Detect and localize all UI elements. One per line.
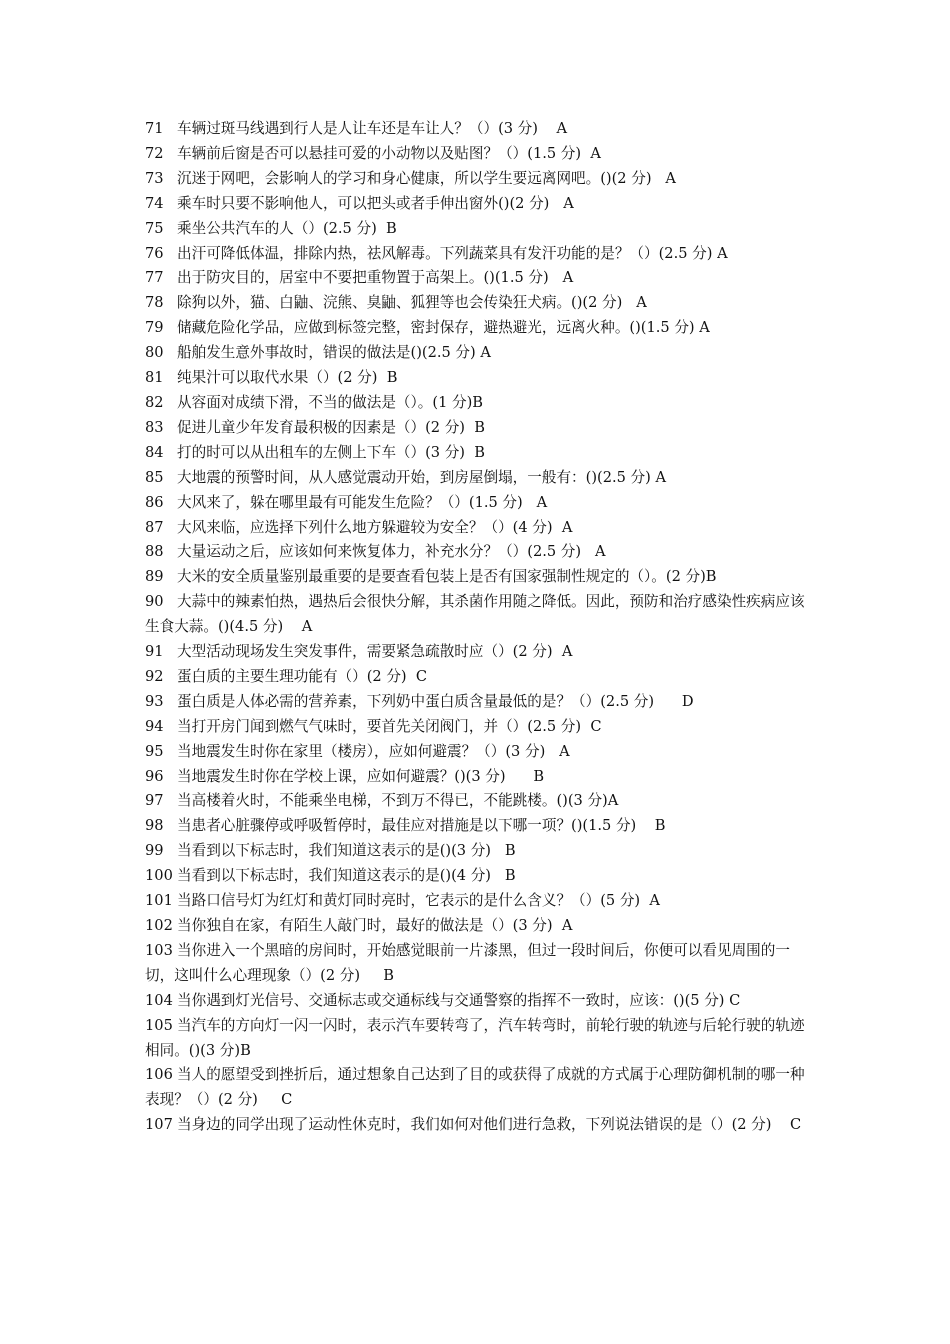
- question-number: 82: [145, 393, 164, 411]
- question-item: [145, 1014, 809, 1064]
- question-number: 88: [145, 543, 164, 561]
- question-text: 乘车时只要不影响他人，可以把头或者手伸出窗外()(2 分) A: [177, 194, 574, 212]
- question-item: [145, 590, 809, 640]
- question-number: 80: [145, 344, 164, 362]
- question-text: 沉迷于网吧，会影响人的学习和身心健康，所以学生要远离网吧。()(2 分) A: [177, 169, 676, 187]
- question-number: 71: [145, 120, 164, 137]
- question-number: 93: [145, 692, 164, 710]
- question-number: 90: [145, 593, 164, 611]
- question-text: 当你独自在家，有陌生人敲门时，最好的做法是（）(3 分) A: [177, 917, 573, 934]
- question-number: 101: [145, 892, 173, 910]
- question-number: 92: [145, 667, 164, 685]
- question-text: 大风来临，应选择下列什么地方躲避较为安全？（）(4 分) A: [177, 518, 573, 536]
- question-item: [145, 117, 809, 142]
- question-text: 出汗可降低体温，排除内热，祛风解毒。下列蔬菜具有发汗功能的是？（）(2.5 分) A: [177, 244, 728, 262]
- question-text: 车辆过斑马线遇到行人是人让车还是车让人？（）(3 分) A: [177, 120, 568, 137]
- question-item: [145, 316, 809, 341]
- question-text: 当地震发生时你在学校上课，应如何避震？()(3 分) B: [177, 767, 545, 785]
- question-number: 96: [145, 767, 164, 785]
- question-text: 当身边的同学出现了运动性休克时，我们如何对他们进行急救，下列说法错误的是（）(2 分) C: [177, 1116, 802, 1134]
- question-item: [145, 939, 809, 989]
- question-text: 蛋白质是人体必需的营养素，下列奶中蛋白质含量最低的是？（）(2.5 分) D: [177, 692, 694, 710]
- question-item: [145, 441, 809, 466]
- question-number: 87: [145, 518, 164, 536]
- question-number: 105: [145, 1016, 173, 1034]
- question-text: 当路口信号灯为红灯和黄灯同时亮时，它表示的是什么含义？（）(5 分) A: [177, 892, 660, 910]
- question-item: [145, 640, 809, 665]
- question-text: 当打开房门闻到燃气气味时，要首先关闭阀门，并（）(2.5 分) C: [177, 717, 602, 735]
- question-item: [145, 814, 809, 839]
- question-text: 从容面对成绩下滑，不当的做法是（）。(1 分)B: [177, 393, 484, 411]
- question-item: [145, 765, 809, 790]
- question-item: [145, 266, 809, 291]
- question-number: 94: [145, 717, 164, 735]
- question-item: [145, 366, 809, 391]
- question-number: 106: [145, 1066, 173, 1084]
- question-text: 储藏危险化学品，应做到标签完整，密封保存，避热避光，远离火种。()(1.5 分) A: [177, 319, 710, 337]
- question-item: [145, 217, 809, 242]
- question-text: 当你进入一个黑暗的房间时，开始感觉眼前一片漆黑，但过一段时间后，你便可以看见周围的一切，这叫什么心理现象（）(2 分) B: [145, 941, 790, 984]
- question-item: [145, 491, 809, 516]
- question-item: [145, 864, 809, 889]
- question-number: 91: [145, 643, 164, 661]
- question-text: 乘坐公共汽车的人（）(2.5 分) B: [177, 219, 397, 237]
- question-item: [145, 1063, 809, 1113]
- question-number: 74: [145, 194, 164, 212]
- question-item: [145, 665, 809, 690]
- question-text: 大地震的预警时间，从人感觉震动开始，到房屋倒塌，一般有：()(2.5 分) A: [177, 468, 667, 486]
- question-text: 当地震发生时你在家里（楼房），应如何避震？（）(3 分) A: [177, 742, 570, 760]
- question-item: [145, 391, 809, 416]
- question-number: 77: [145, 269, 164, 287]
- question-text: 除狗以外，猫、白鼬、浣熊、臭鼬、狐狸等也会传染狂犬病。()(2 分) A: [177, 294, 647, 312]
- question-number: 78: [145, 294, 164, 312]
- question-text: 纯果汁可以取代水果（）(2 分) B: [177, 369, 398, 387]
- question-item: [145, 516, 809, 541]
- question-number: 75: [145, 219, 164, 237]
- question-item: [145, 466, 809, 491]
- question-number: 84: [145, 443, 164, 461]
- question-text: 当看到以下标志时，我们知道这表示的是()(4 分) B: [177, 867, 516, 885]
- question-item: [145, 341, 809, 366]
- question-item: [145, 740, 809, 765]
- question-item: [145, 690, 809, 715]
- question-number: 97: [145, 792, 164, 810]
- question-number: 99: [145, 842, 164, 860]
- question-item: [145, 565, 809, 590]
- question-item: [145, 889, 809, 914]
- question-text: 当你遇到灯光信号、交通标志或交通标线与交通警察的指挥不一致时，应该：()(5 分) C: [177, 991, 741, 1009]
- question-item: [145, 167, 809, 192]
- question-number: 100: [145, 867, 173, 885]
- question-item: [145, 192, 809, 217]
- question-number: 79: [145, 319, 164, 337]
- question-number: 83: [145, 418, 164, 436]
- question-number: 98: [145, 817, 164, 835]
- question-item: [145, 142, 809, 167]
- question-text: 当看到以下标志时，我们知道这表示的是()(3 分) B: [177, 842, 516, 860]
- question-text: 当高楼着火时，不能乘坐电梯，不到万不得已，不能跳楼。()(3 分)A: [177, 792, 619, 810]
- question-text: 促进儿童少年发育最积极的因素是（）(2 分) B: [177, 418, 486, 436]
- question-number: 76: [145, 244, 164, 262]
- question-number: 107: [145, 1116, 173, 1134]
- question-number: 95: [145, 742, 164, 760]
- question-text: 船舶发生意外事故时，错误的做法是()(2.5 分) A: [177, 344, 491, 362]
- question-item: [145, 416, 809, 441]
- question-text: 当患者心脏骤停或呼吸暂停时，最佳应对措施是以下哪一项？()(1.5 分) B: [177, 817, 666, 835]
- question-text: 打的时可以从出租车的左侧上下车（）(3 分) B: [177, 443, 486, 461]
- question-number: 73: [145, 169, 164, 187]
- question-item: [145, 242, 809, 267]
- question-text: 大蒜中的辣素怕热，遇热后会很快分解，其杀菌作用随之降低。因此，预防和治疗感染性疾病应该生食大蒜。()(4.5 分) A: [145, 593, 805, 636]
- question-number: 102: [145, 917, 173, 934]
- question-list: [145, 117, 809, 1138]
- question-item: [145, 715, 809, 740]
- question-item: [145, 1113, 809, 1138]
- question-number: 89: [145, 568, 164, 586]
- question-number: 81: [145, 369, 164, 387]
- question-number: 72: [145, 144, 164, 162]
- question-item: [145, 989, 809, 1014]
- question-item: [145, 914, 809, 939]
- question-text: 大风来了，躲在哪里最有可能发生危险？（）(1.5 分) A: [177, 493, 548, 511]
- question-number: 103: [145, 941, 173, 959]
- question-text: 大米的安全质量鉴别最重要的是要查看包装上是否有国家强制性规定的（）。(2 分)B: [177, 568, 717, 586]
- question-number: 104: [145, 991, 173, 1009]
- question-number: 86: [145, 493, 164, 511]
- question-text: 车辆前后窗是否可以悬挂可爱的小动物以及贴图？（）(1.5 分) A: [177, 144, 601, 162]
- question-text: 大型活动现场发生突发事件，需要紧急疏散时应（）(2 分) A: [177, 643, 573, 661]
- question-item: [145, 789, 809, 814]
- question-item: [145, 839, 809, 864]
- question-text: 出于防灾目的，居室中不要把重物置于高架上。()(1.5 分) A: [177, 269, 574, 287]
- question-text: 当人的愿望受到挫折后，通过想象自己达到了目的或获得了成就的方式属于心理防御机制的哪一种表现？（）(2 分) C: [145, 1066, 805, 1109]
- question-item: [145, 540, 809, 565]
- question-text: 当汽车的方向灯一闪一闪时，表示汽车要转弯了，汽车转弯时，前轮行驶的轨迹与后轮行驶的轨迹相同。()(3 分)B: [145, 1016, 805, 1059]
- question-text: 大量运动之后，应该如何来恢复体力，补充水分？（）(2.5 分) A: [177, 543, 606, 561]
- question-item: [145, 291, 809, 316]
- question-text: 蛋白质的主要生理功能有（）(2 分) C: [177, 667, 428, 685]
- question-number: 85: [145, 468, 164, 486]
